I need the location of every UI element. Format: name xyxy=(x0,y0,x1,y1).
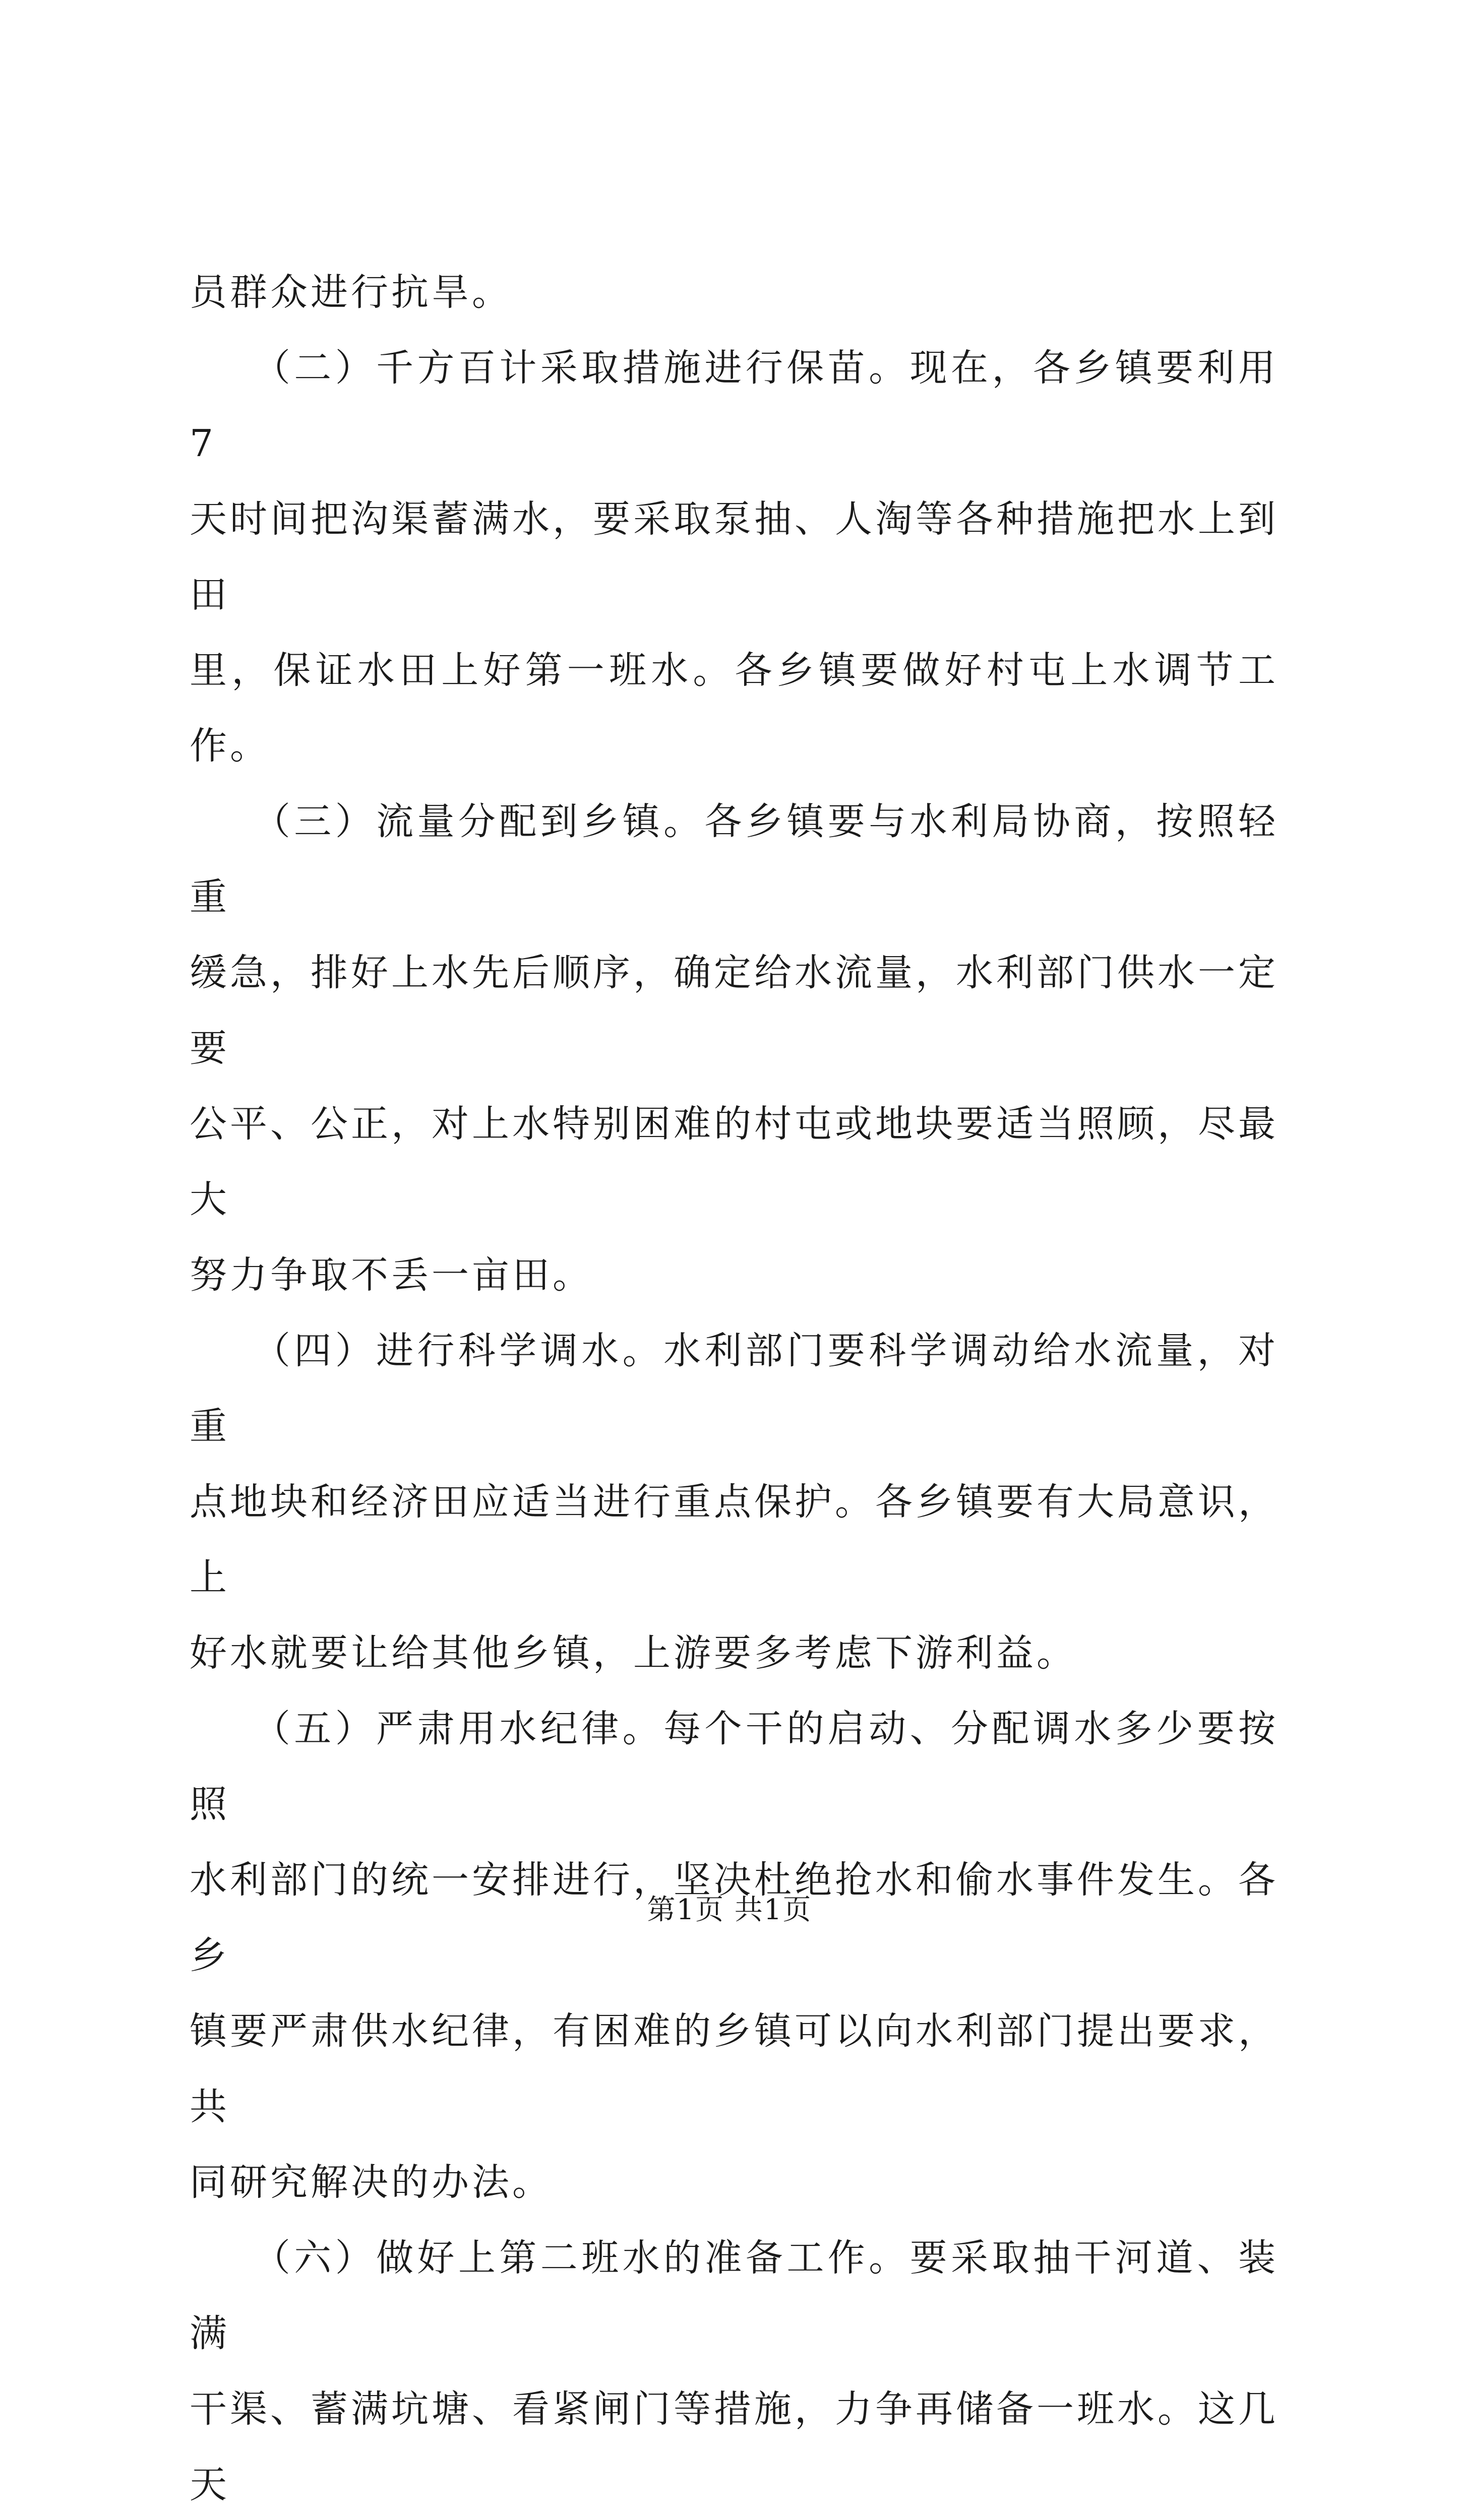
paragraph-section-5: （五）严肃用水纪律。每个干的启动、分配调水多少要按照 水利部门的统一安排进行，坚决杜绝抢水和偷水事件发生。各乡 镇要严肃供水纪律，有困难的乡镇可以向水利部门提出要求，共 同研究解决的办法。 xyxy=(190,1707,1279,2204)
page-footer: 第1页 共1页 xyxy=(647,1894,812,1926)
paragraph-continuation: 员群众进行抗旱。 xyxy=(190,271,512,314)
paragraph-section-6: （六）做好上第二班水的准备工作。要采取抽干河道、装满 干渠、蓄满坑塘、看紧闸门等措施，力争再储备一班水。这几天 xyxy=(190,2236,1279,2506)
paragraph-section-4: （四）进行科学调水。水利部门要科学调动给水流量，对重 点地块和经济田应适当进行重点保护。各乡镇要有大局意识，上 好水就要让给其他乡镇，上游要多考虑下游利益。 xyxy=(190,1329,1279,1675)
document-body xyxy=(190,255,1279,2520)
paragraph-section-3: （三）流量分配到乡镇。各乡镇要与水利局协商，按照轻重 缓急，排好上水先后顺序，确定给水流量，水利部门供水一定要 公平、公正，对上水特别困难的村屯或地块要适当照顾，尽最大 努力争取不丢一亩田。 xyxy=(190,800,1279,1297)
paragraph-section-2: （二）千方百计采取措施进行保苗。现在，各乡镇要利用7 天时间把沟渠蓄满水，要采取泵抽、人淘等各种措施把水上到田 里，保证水田上好第一班水。各乡镇要做好村屯上水调节工作。 xyxy=(190,346,1279,768)
